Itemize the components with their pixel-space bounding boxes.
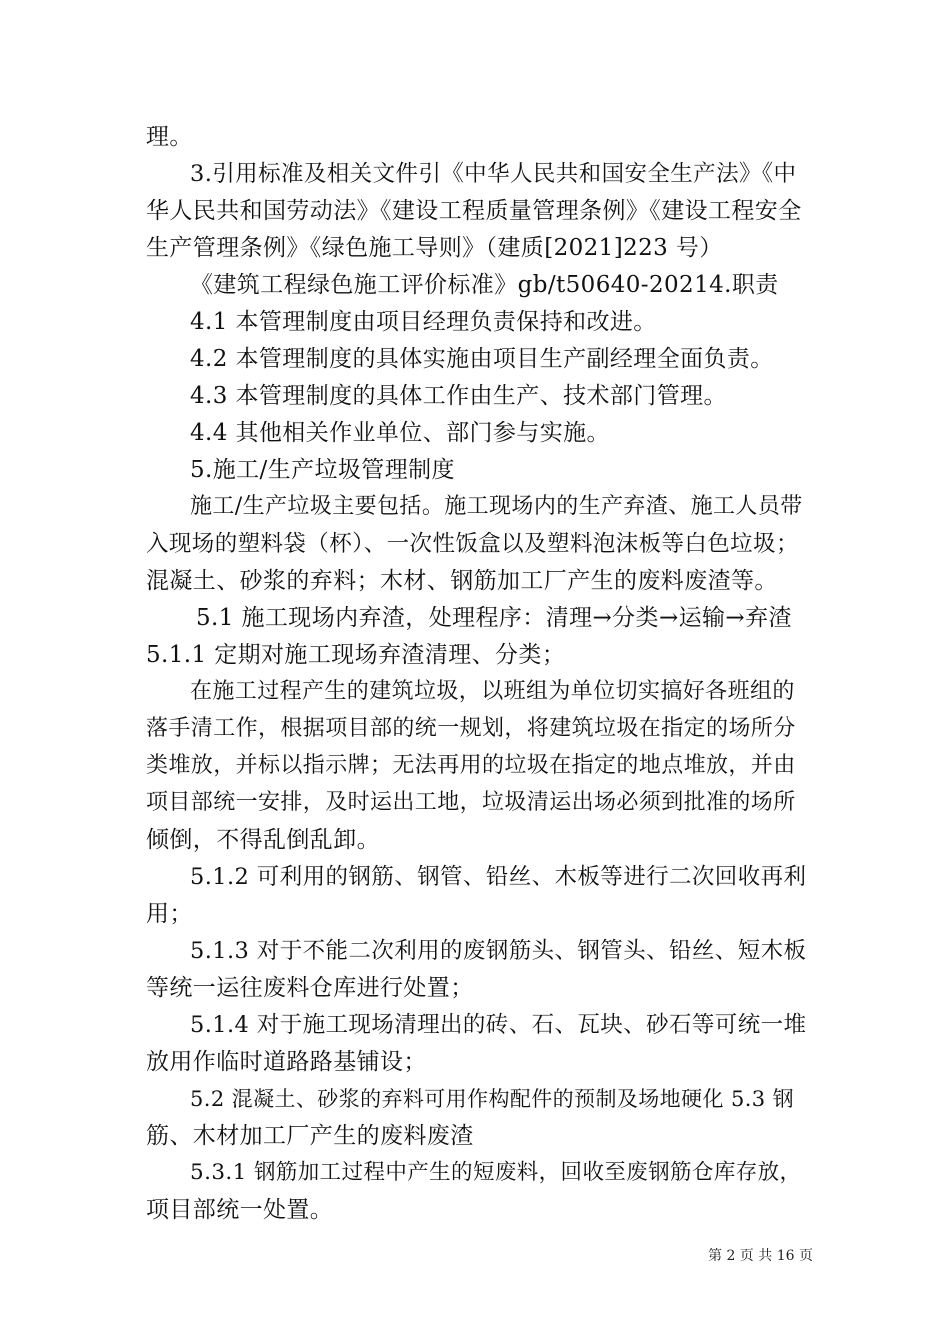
text-line: 生产管理条例》《绿色施工导则》（建质[2021]223 号） (146, 235, 723, 261)
text-line: 项目部统一安排，及时运出工地，垃圾清运出场必须到批准的场所 (146, 790, 796, 815)
page-number: 第 2 页 共 16 页 (708, 1248, 813, 1264)
text-line: 《建筑工程绿色施工评价标准》gb/t50640-20214.职责 (190, 272, 779, 298)
text-line: 5.1 施工现场内弃渣，处理程序：清理→分类→运输→弃渣 (196, 605, 792, 631)
text-line: 项目部统一处置。 (146, 1197, 334, 1223)
text-line: 5.3.1 钢筋加工过程中产生的短废料，回收至废钢筋仓库存放， (190, 1160, 802, 1185)
text-line: 4.2 本管理制度的具体实施由项目生产副经理全面负责。 (190, 346, 774, 372)
text-line: 类堆放，并标以指示牌；无法再用的垃圾在指定的地点堆放，并由 (146, 753, 796, 778)
text-line: 5.1.2 可利用的钢筋、钢管、铅丝、木板等进行二次回收再利 (190, 864, 807, 890)
text-line: 筋、木材加工厂产生的废料废渣 (146, 1123, 474, 1149)
section-heading: 5.施工/生产垃圾管理制度 (190, 457, 455, 483)
text-line: 落手清工作，根据项目部的统一规划，将建筑垃圾在指定的场所分 (146, 716, 796, 741)
text-line: 等统一运往废料仓库进行处置； (146, 975, 474, 1001)
text-line: 5.2 混凝土、砂浆的弃料可用作构配件的预制及场地硬化 5.3 钢 (190, 1087, 795, 1111)
text-line: 3.引用标准及相关文件引《中华人民共和国安全生产法》《中 (190, 161, 797, 187)
text-line: 倾倒，不得乱倒乱卸。 (146, 827, 380, 853)
text-line: 4.1 本管理制度由项目经理负责保持和改进。 (190, 309, 657, 335)
text-line: 4.3 本管理制度的具体工作由生产、技术部门管理。 (190, 383, 727, 409)
text-line: 混凝土、砂浆的弃料；木材、钢筋加工厂产生的废料废渣等。 (146, 568, 778, 594)
text-line: 用； (146, 901, 193, 927)
text-line: 理。 (146, 124, 193, 150)
text-line: 4.4 其他相关作业单位、部门参与实施。 (190, 420, 610, 446)
text-line: 入现场的塑料袋（杯）、一次性饭盒以及塑料泡沫板等白色垃圾； (146, 531, 799, 557)
text-line: 施工/生产垃圾主要包括。施工现场内的生产弃渣、施工人员带 (190, 494, 803, 519)
text-line: 5.1.4 对于施工现场清理出的砖、石、瓦块、砂石等可统一堆 (190, 1012, 807, 1038)
text-line: 在施工过程产生的建筑垃圾，以班组为单位切实搞好各班组的 (190, 679, 795, 704)
text-line: 5.1.3 对于不能二次利用的废钢筋头、钢管头、铅丝、短木板 (190, 938, 807, 964)
text-line: 放用作临时道路路基铺设； (146, 1049, 427, 1075)
text-line: 5.1.1 定期对施工现场弃渣清理、分类； (146, 642, 566, 668)
text-line: 华人民共和国劳动法》《建设工程质量管理条例》《建设工程安全 (146, 198, 802, 224)
